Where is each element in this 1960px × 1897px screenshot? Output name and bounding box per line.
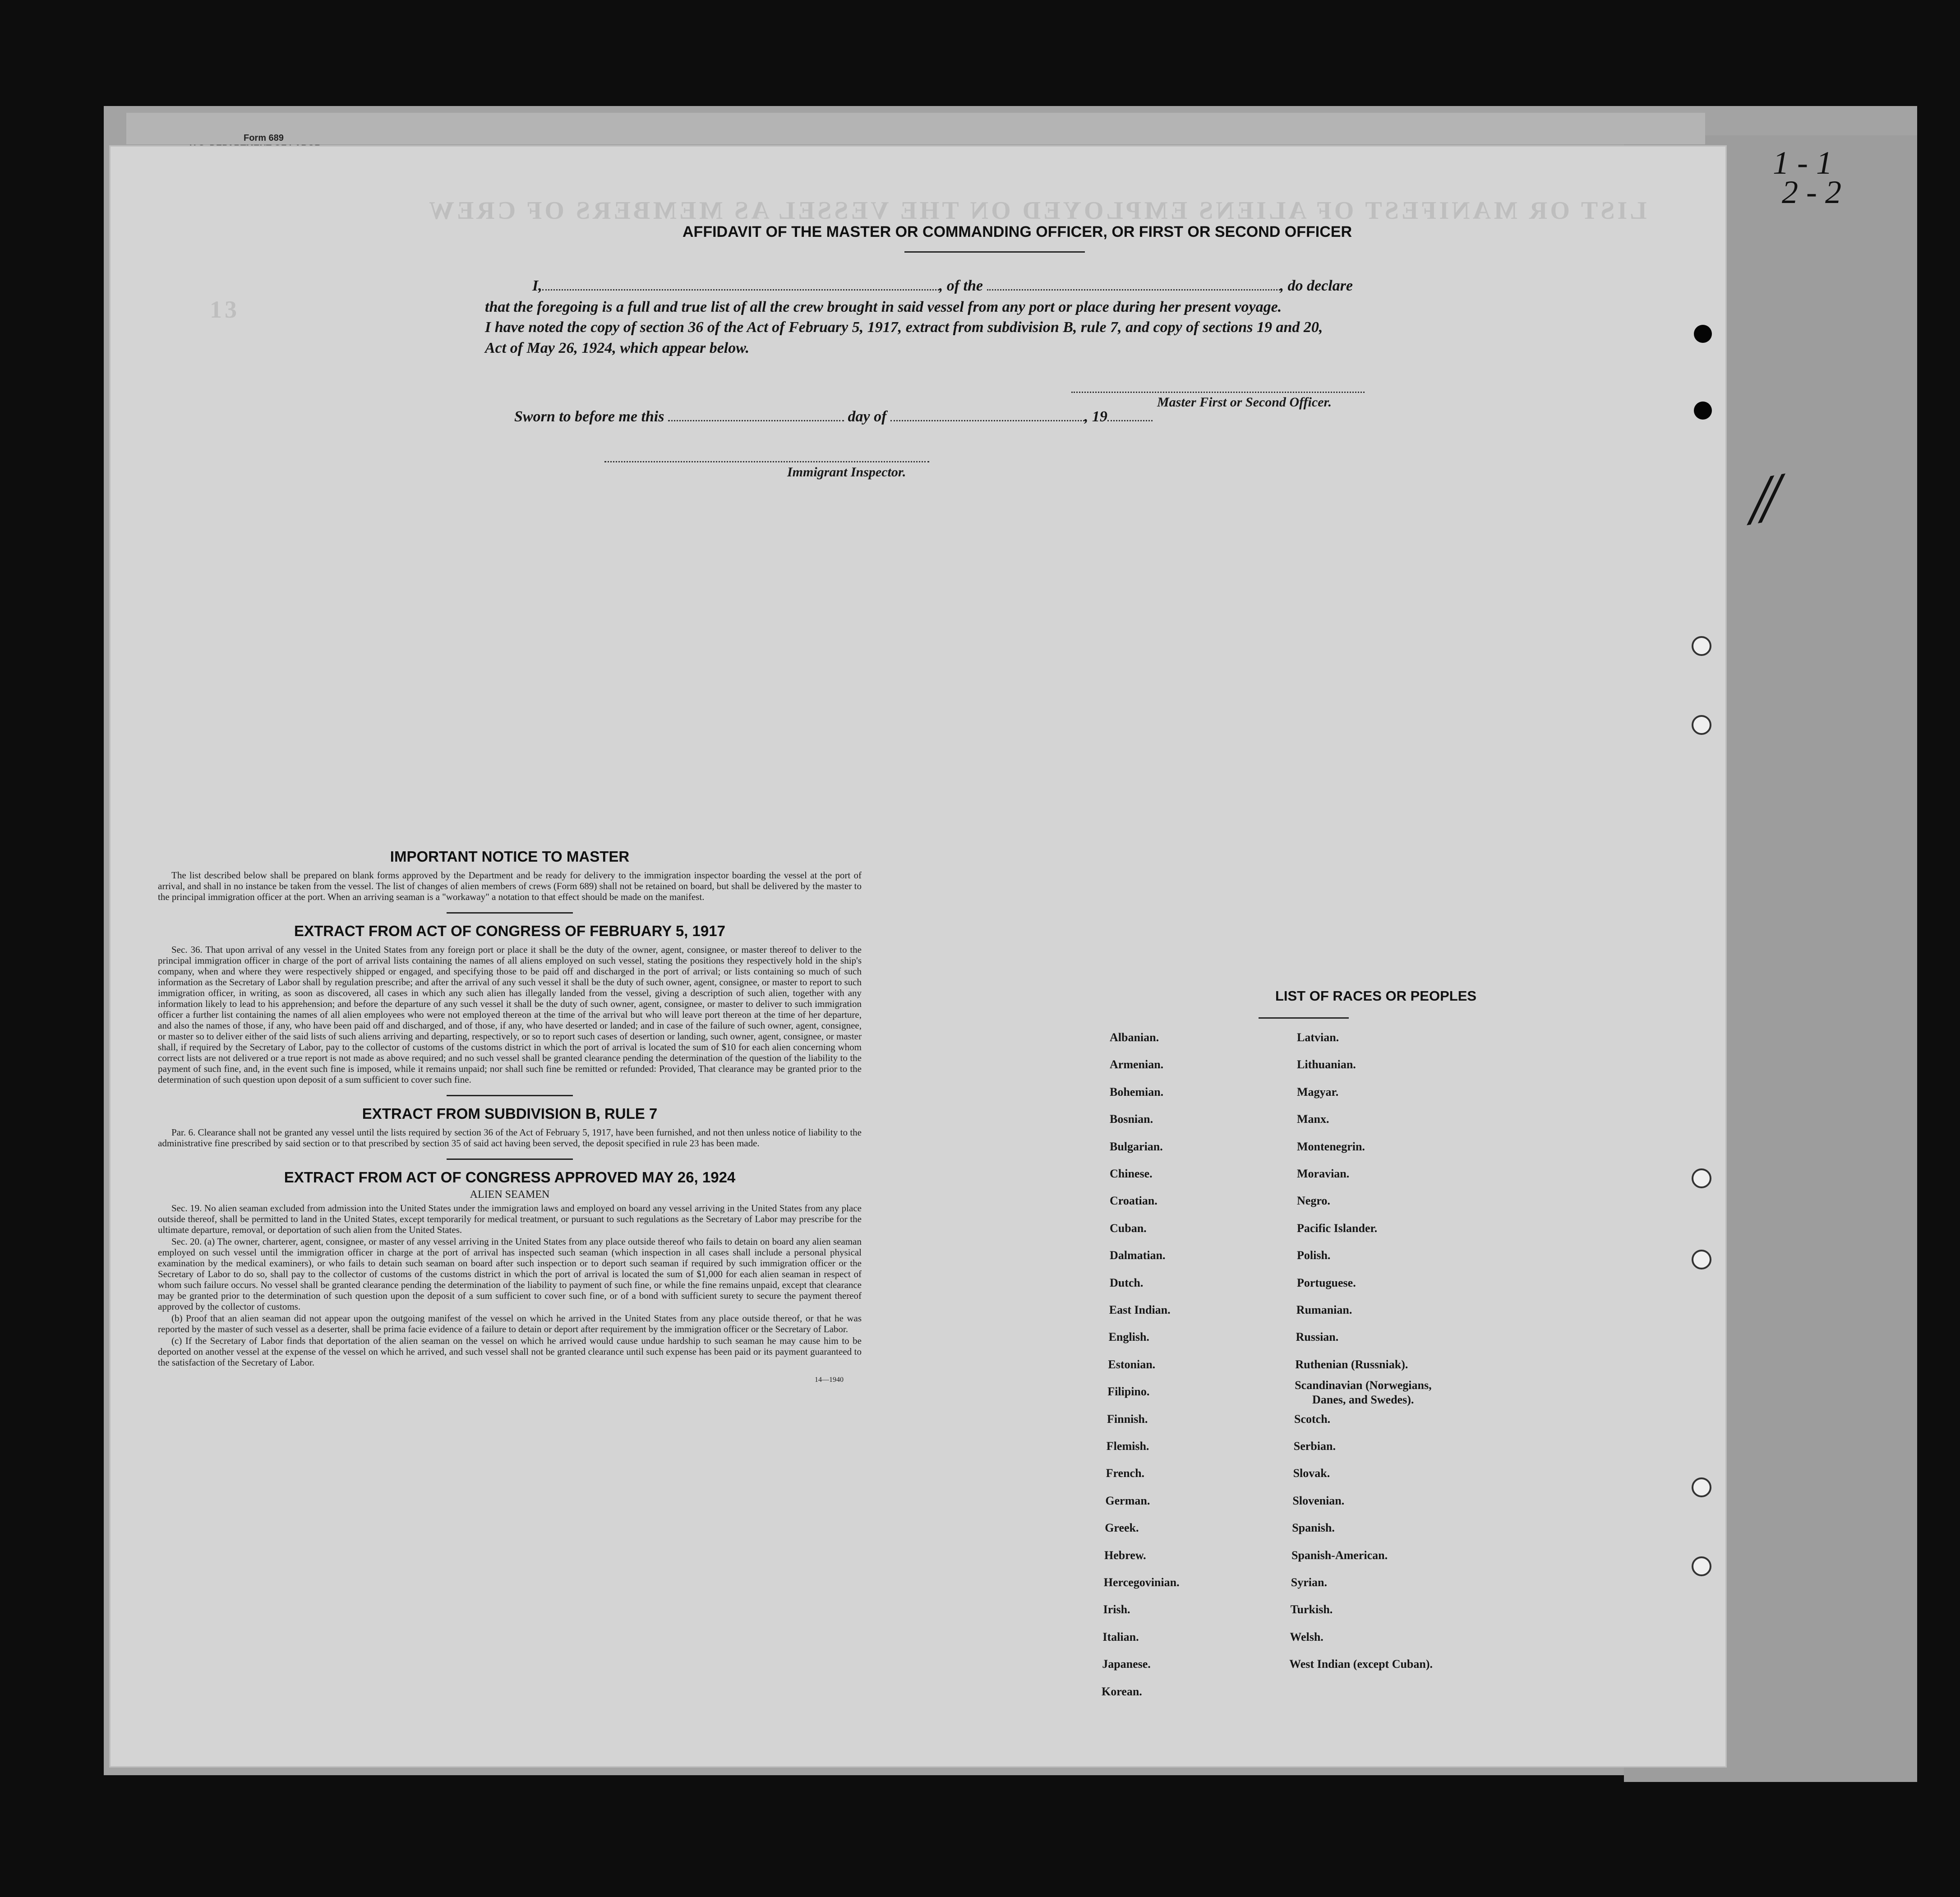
sec-20b-text: (b) Proof that an alien seaman did not appear upon the outgoing manifest of the vessel on which he arrived in the United States from any place outside thereof, or that he was reported by the master of such vessel as a deserter, shall be prima facie evidence of a failure to detain or deport after requirement by the immigration officer or the Secretary of Labor.: [158, 1313, 862, 1334]
race-item: Montenegrin.: [1297, 1140, 1365, 1153]
race-item: Armenian.: [1110, 1058, 1164, 1071]
extract-1917-title: EXTRACT FROM ACT OF CONGRESS OF FEBRUARY 5, 1917: [294, 923, 725, 939]
affidavit-line-4: Act of May 26, 1924, which appear below.: [485, 340, 750, 356]
race-item: Slovenian.: [1292, 1494, 1345, 1507]
sworn-line: Sworn to before me this day of , 19: [514, 408, 1153, 425]
race-item: Rumanian.: [1296, 1303, 1352, 1316]
edge-pencil-marks: ⁄⁄: [1748, 460, 1784, 538]
race-item: Spanish.: [1292, 1521, 1335, 1535]
sec-20c-text: (c) If the Secretary of Labor finds that deportation of the alien seaman on the vessel on which he arrived would cause undue hardship to such seaman he may cause him to be deported on another vessel at the expense of the vessel on which he arrived, and such vessel shall not be granted clearance until such expense has been paid or its payment guaranteed to the satisfaction of the Secretary of Labor.: [158, 1335, 862, 1368]
race-item: Ruthenian (Russniak).: [1295, 1357, 1408, 1371]
master-signature-line[interactable]: [1071, 392, 1365, 393]
race-item: Spanish-American.: [1291, 1548, 1388, 1562]
sec-20a-text: Sec. 20. (a) The owner, charterer, agent, consignee, or master of any vessel arriving in the United States from any place outside thereof who fails to detain on board any alien seaman employed on such vessel until the immigration officer in charge at the port of arrival has inspected such seaman (which inspection in all cases shall include a personal physical examination by the medical examiners), or who fails to detain such seaman on board after such inspection or to deport such seaman if required by such immigration officer or the Secretary of Labor to do so, shall pay to the collector of customs of the customs district in which the port of arrival is located the sum of $1,000 for each alien seaman in respect of whom such failure occurs. No vessel shall be granted clearance pending the determination of the liability to payment of such fine, or while the fine remains unpaid, except that clearance may be granted prior to the determination of such question upon the deposit of a sum sufficient to cover such fine, or of a bond with sufficient surety to secure the payment thereof approved by the collector of customs.: [158, 1236, 862, 1312]
race-item: Irish.: [1103, 1603, 1130, 1616]
extract-1917-text: Sec. 36. That upon arrival of any vessel in the United States from any foreign port or place it shall be the duty of the owner, agent, consignee, or master thereof to deliver to the principal immigration officer in charge of the port of arrival lists containing the names of all aliens employed on such vessel, stating the positions they respectively hold in the ship's company, when and where they were respectively shipped or engaged, and specifying those to be paid off and discharged in the port of arrival; or lists containing so much of such information as the Secretary of Labor shall by regulation prescribe; and after the arrival of any such vessel it shall be the duty of such owner, agent, consignee, or master to report to such immigration officer, in writing, as soon as discovered, all cases in which any such alien has illegally landed from the vessel, giving a description of such alien, together with any information likely to lead to his apprehension; and before the departure of any such vessel it shall be the duty of such owner, agent, consignee, or master to deliver to such immigration officer a further list containing the names of all alien employees who were not employed thereon at the time of the arrival but who will leave port thereon at the time of her departure, and also the names of those, if any, who have been paid off and discharged, and of those, if any, who have deserted or landed; and in case of the failure of such owner, agent, consignee, or master so to deliver either of the said lists of such aliens arriving and departing, respectively, or so to report such cases of desertion or landing, such owner, agent, consignee, or master shall, if required by the Secretary of Labor, pay to the collector of customs of the customs district in which the port of arrival is located the sum of $10 for each alien concerning whom correct lists are not delivered or a true report is not made as above required; and no such vessel shall be granted clearance pending the determination of the question of the liability to the payment of such fine, and, in the event such fine is imposed, while it remains unpaid; nor shall such fine be remitted or refunded: Provided, That clearance may be granted prior to the determination of such question upon deposit of a sum sufficient to cover such fine.: [158, 944, 862, 1085]
punch-hole: [1692, 636, 1711, 656]
race-item: Danes, and Swedes).: [1312, 1393, 1414, 1407]
race-item: Estonian.: [1108, 1357, 1156, 1371]
race-item: Greek.: [1105, 1521, 1139, 1535]
affidavit-line-3: I have noted the copy of section 36 of the Act of February 5, 1917, extract from subdivision B, rule 7, and copy of sections 19 and 20,: [485, 319, 1323, 336]
sworn-day-blank[interactable]: [668, 420, 844, 421]
race-item: Chinese.: [1110, 1167, 1153, 1180]
bleed-through-title: LIST OR MANIFEST OF ALIENS EMPLOYED ON THE VESSEL AS MEMBERS OF CREW: [426, 197, 1647, 225]
punch-hole: [1692, 1477, 1711, 1497]
extract-1924-title: EXTRACT FROM ACT OF CONGRESS APPROVED MAY 26, 1924: [284, 1169, 736, 1186]
race-item: English.: [1108, 1330, 1149, 1344]
race-item: Hebrew.: [1104, 1548, 1146, 1562]
races-title-rule: [1259, 1017, 1349, 1019]
section-divider: [447, 912, 573, 914]
extract-rule7-title: EXTRACT FROM SUBDIVISION B, RULE 7: [362, 1105, 658, 1122]
edge-number-2: 2 - 2: [1782, 174, 1841, 210]
race-item: Filipino.: [1107, 1385, 1150, 1399]
notice-column: [149, 848, 871, 1384]
master-signature-label: Master First or Second Officer.: [1157, 395, 1332, 410]
race-item: East Indian.: [1109, 1303, 1171, 1316]
race-item: Albanian.: [1110, 1031, 1159, 1044]
race-item: Manx.: [1297, 1112, 1329, 1126]
race-item: Negro.: [1297, 1194, 1330, 1208]
inspector-signature-line[interactable]: [604, 461, 929, 462]
race-item: Finnish.: [1107, 1412, 1148, 1426]
races-list-title: LIST OF RACES OR PEOPLES: [1275, 988, 1477, 1004]
race-item: Croatian.: [1110, 1194, 1158, 1208]
race-item: German.: [1105, 1494, 1150, 1507]
affidavit-title: AFFIDAVIT OF THE MASTER OR COMMANDING OFFICER, OR FIRST OR SECOND OFFICER: [683, 223, 1352, 240]
inspector-signature-label: Immigrant Inspector.: [787, 465, 906, 480]
race-item: Moravian.: [1297, 1167, 1350, 1180]
alien-seamen-subtitle: ALIEN SEAMEN: [470, 1189, 550, 1200]
race-item: Serbian.: [1293, 1440, 1336, 1453]
bleed-through-page-number: 13: [210, 296, 240, 323]
race-item: Italian.: [1102, 1630, 1139, 1643]
background-sheet-tab: [126, 113, 1705, 144]
sworn-month-blank[interactable]: [890, 420, 1084, 421]
punch-hole: [1694, 402, 1712, 420]
vessel-blank[interactable]: [987, 289, 1280, 291]
extract-rule7-text: Par. 6. Clearance shall not be granted any vessel until the lists required by section 36 of the Act of February 5, 1917, have been furnished, and not then unless notice of liability to the administrative fine prescribed by said section or to that prescribed by section 35 of said act having been served, the deposit specified in rule 23 has been made.: [158, 1127, 862, 1149]
race-item: Dutch.: [1110, 1276, 1144, 1289]
race-item: Bohemian.: [1110, 1085, 1164, 1099]
background-form-label: Form 689: [244, 133, 284, 143]
race-item: French.: [1106, 1467, 1145, 1480]
sec-19-text: Sec. 19. No alien seaman excluded from admission into the United States under the immigration laws and employed on board any vessel arriving in the United States from any place outside thereof, shall be permitted to land in the United States, except temporarily for medical treatment, or pursuant to such regulations as the Secretary of Labor may prescribe for the ultimate departure, removal, or deportation of such alien from the United States.: [158, 1203, 862, 1235]
race-item: Turkish.: [1290, 1603, 1333, 1616]
race-item: Dalmatian.: [1110, 1249, 1166, 1262]
punch-hole: [1692, 1250, 1711, 1269]
race-item: Russian.: [1296, 1330, 1339, 1344]
race-item: Bosnian.: [1110, 1112, 1153, 1126]
section-divider: [447, 1095, 573, 1096]
race-item: Welsh.: [1290, 1630, 1324, 1643]
race-item: Slovak.: [1293, 1467, 1330, 1480]
section-divider: [447, 1159, 573, 1160]
punch-hole: [1694, 325, 1712, 343]
race-item: Japanese.: [1102, 1657, 1151, 1671]
race-item: Polish.: [1297, 1249, 1331, 1262]
print-form-number: 14—1940: [815, 1376, 844, 1384]
race-item: Flemish.: [1106, 1440, 1149, 1453]
race-item: Pacific Islander.: [1297, 1221, 1378, 1235]
race-item: Magyar.: [1297, 1085, 1339, 1099]
race-item: Cuban.: [1110, 1221, 1147, 1235]
race-item: Scandinavian (Norwegians,: [1295, 1379, 1432, 1392]
punch-hole: [1692, 1168, 1711, 1188]
race-item: Korean.: [1102, 1685, 1142, 1698]
race-item: West Indian (except Cuban).: [1289, 1657, 1433, 1671]
race-item: Syrian.: [1291, 1576, 1327, 1589]
name-blank[interactable]: [542, 289, 939, 291]
race-item: Lithuanian.: [1297, 1058, 1356, 1071]
affidavit-line-1: I, , of the , do declare: [532, 277, 1353, 294]
notice-title: IMPORTANT NOTICE TO MASTER: [390, 848, 630, 865]
edge-number-1: 1 - 1: [1773, 145, 1832, 181]
race-item: Latvian.: [1297, 1031, 1339, 1044]
sworn-year-blank[interactable]: [1107, 420, 1153, 421]
race-item: Scotch.: [1294, 1412, 1331, 1426]
race-item: Hercegovinian.: [1103, 1576, 1180, 1589]
title-rule: [904, 251, 1085, 253]
affidavit-line-2: that the foregoing is a full and true list of all the crew brought in said vessel from any port or place during her present voyage.: [485, 299, 1282, 315]
notice-text: The list described below shall be prepared on blank forms approved by the Department and be ready for delivery to the immigration inspector boarding the vessel at the port of arrival, and shall in no instance be taken from the vessel. The list of changes of alien members of crews (Form 689) shall not be retained on board, but shall be delivered by the master to the principal immigration officer at the port. When an arriving seaman is a "workaway" a notation to that effect should be made on the manifest.: [158, 870, 862, 902]
race-item: Bulgarian.: [1110, 1140, 1163, 1153]
punch-hole: [1692, 715, 1711, 735]
punch-hole: [1692, 1556, 1711, 1576]
race-item: Portuguese.: [1297, 1276, 1356, 1289]
